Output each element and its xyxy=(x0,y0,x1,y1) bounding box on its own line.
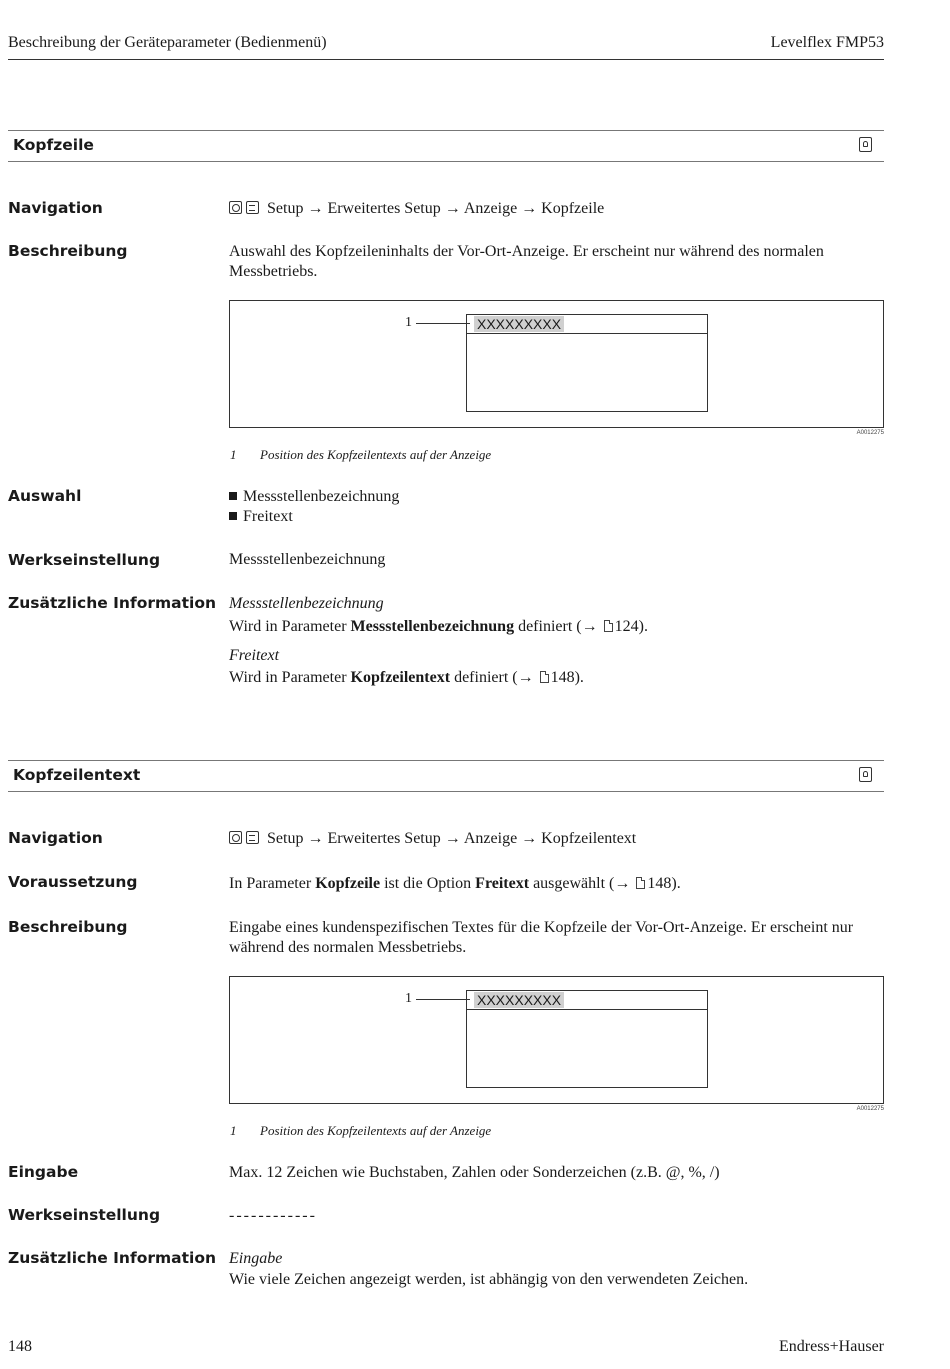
running-header-title: Beschreibung der Geräteparameter (Bedienmenü) xyxy=(8,34,327,51)
figure-callout-number: 1 xyxy=(405,315,412,330)
display-menu-icon xyxy=(246,201,259,214)
werkseinstellung-value: ------------ xyxy=(229,1207,317,1224)
section-title: Kopfzeilentext xyxy=(13,766,141,784)
figure-callout-line xyxy=(416,999,470,1000)
page-reference[interactable]: 148). xyxy=(550,669,584,686)
figure-caption-number: 1 xyxy=(230,1123,237,1138)
footer-brand: Endress+Hauser xyxy=(779,1338,884,1355)
werkseinstellung-value: Messstellenbezeichnung xyxy=(229,551,386,568)
label-eingabe: Eingabe xyxy=(8,1163,79,1181)
auswahl-option xyxy=(229,487,399,507)
bullet-icon xyxy=(229,492,237,500)
lock-icon xyxy=(859,137,872,152)
page-reference[interactable]: 148). xyxy=(647,875,681,892)
navigation-path xyxy=(229,199,604,219)
lock-icon xyxy=(859,767,872,782)
parameter-name: Kopfzeile xyxy=(315,875,381,892)
operating-menu-icon xyxy=(229,831,242,844)
label-beschreibung: Beschreibung xyxy=(8,918,128,936)
figure-callout-line xyxy=(416,323,470,324)
page-reference-icon xyxy=(604,620,613,632)
navigation-path xyxy=(229,829,636,849)
figure-caption: Position des Kopfzeilentexts auf der Anzeige xyxy=(260,447,492,462)
figure-code: A0012275 xyxy=(856,1106,884,1112)
parameter-name: Kopfzeilentext xyxy=(350,669,451,686)
display-header-divider xyxy=(466,333,708,334)
operating-menu-icon xyxy=(229,201,242,214)
figure-code: A0012275 xyxy=(856,430,884,436)
page-reference-icon xyxy=(636,877,645,889)
running-header-product: Levelflex FMP53 xyxy=(770,34,884,51)
display-header-text: XXXXXXXXX xyxy=(474,992,564,1008)
auswahl-option xyxy=(229,507,293,527)
page-reference[interactable]: 124). xyxy=(614,618,648,635)
section-header-kopfzeile xyxy=(8,130,884,162)
beschreibung-line-2: Messbetriebs. xyxy=(229,263,318,280)
beschreibung-line-2: während des normalen Messbetriebs. xyxy=(229,939,467,956)
page-reference-icon xyxy=(540,671,549,683)
label-auswahl: Auswahl xyxy=(8,487,82,505)
display-header-text: XXXXXXXXX xyxy=(474,316,564,332)
zusatz-subtitle: Freitext xyxy=(229,647,280,664)
label-zusaetzliche-information: Zusätzliche Information xyxy=(8,594,217,612)
label-werkseinstellung: Werkseinstellung xyxy=(8,1206,161,1224)
label-werkseinstellung: Werkseinstellung xyxy=(8,551,161,569)
figure-callout-number: 1 xyxy=(405,991,412,1006)
display-menu-icon xyxy=(246,831,259,844)
label-navigation: Navigation xyxy=(8,829,103,847)
beschreibung-line-1: Eingabe eines kundenspezifischen Textes für die Kopfzeile der Vor-Ort-Anzeige. Er erscheint nur xyxy=(229,919,854,936)
figure-caption: Position des Kopfzeilentexts auf der Anzeige xyxy=(260,1123,492,1138)
bullet-icon xyxy=(229,512,237,520)
auswahl-option-text: Freitext xyxy=(243,508,293,525)
zusatz-text: Wird in Parameter Messstellenbezeichnung definiert (→ 124). xyxy=(229,618,648,635)
eingabe-value: Max. 12 Zeichen wie Buchstaben, Zahlen oder Sonderzeichen (z.B. @, %, /) xyxy=(229,1164,720,1181)
header-rule xyxy=(8,59,884,60)
zusatz-subtitle: Messstellenbezeichnung xyxy=(229,595,384,612)
zusatz-subtitle: Eingabe xyxy=(229,1250,283,1267)
label-navigation: Navigation xyxy=(8,199,103,217)
navigation-path-text: Setup → Erweitertes Setup → Anzeige → Kopfzeilentext xyxy=(267,830,637,847)
zusatz-text: Wird in Parameter Kopfzeilentext definiert (→ 148). xyxy=(229,669,584,686)
voraussetzung-text: In Parameter Kopfzeile ist die Option Freitext ausgewählt (→ 148). xyxy=(229,875,681,892)
page-number: 148 xyxy=(8,1338,32,1355)
figure-caption-number: 1 xyxy=(230,447,237,462)
label-zusaetzliche-information: Zusätzliche Information xyxy=(8,1249,217,1267)
option-name: Freitext xyxy=(475,875,530,892)
beschreibung-line-1: Auswahl des Kopfzeileninhalts der Vor-Ort-Anzeige. Er erscheint nur während des normalen xyxy=(229,243,824,260)
auswahl-option-text: Messstellenbezeichnung xyxy=(243,488,400,505)
label-beschreibung: Beschreibung xyxy=(8,242,128,260)
section-title: Kopfzeile xyxy=(13,136,94,154)
navigation-path-text: Setup → Erweitertes Setup → Anzeige → Kopfzeile xyxy=(267,200,605,217)
zusatz-text: Wie viele Zeichen angezeigt werden, ist abhängig von den verwendeten Zeichen. xyxy=(229,1271,749,1288)
parameter-name: Messstellenbezeichnung xyxy=(350,618,515,635)
label-voraussetzung: Voraussetzung xyxy=(8,873,138,891)
display-header-divider xyxy=(466,1009,708,1010)
